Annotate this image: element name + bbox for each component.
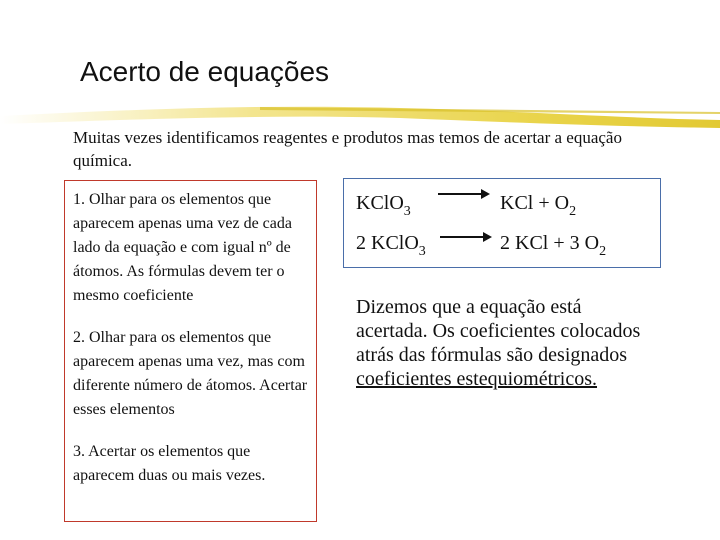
equation-1-products: KCl + $O_2$: [500, 192, 577, 219]
slide-title: Acerto de equações: [80, 56, 330, 87]
steps-box: [64, 180, 317, 522]
step-1: 1. Olhar para os elementos que aparecem apenas uma vez de cada lado da equação e com igual nº de átomos. As fórmulas devem ter o mesmo coeficiente: [73, 191, 292, 304]
conclusion-term: coeficientes estequiométricos.: [356, 368, 598, 390]
conclusion-paragraph: [356, 295, 656, 391]
equation-1-reactant: KClO$_3$: [356, 192, 411, 219]
intro-text: Muitas vezes identificamos reagentes e produtos mas temos de acertar a equação química.: [73, 128, 622, 170]
reaction-arrow-1: [438, 193, 488, 195]
reaction-arrow-2: [440, 236, 490, 238]
conclusion-text: Dizemos que a equação está acertada. Os coeficientes colocados atrás das fórmulas são designados: [356, 296, 641, 366]
equation-2-products: 2 KCl + 3 $O_2$: [500, 232, 607, 259]
step-2: 2. Olhar para os elementos que aparecem apenas uma vez, mas com diferente número de átomos. Acertar esses elementos: [73, 329, 308, 418]
step-3: 3. Acertar os elementos que aparecem duas ou mais vezes.: [73, 443, 266, 484]
title-underline-decoration: [0, 98, 720, 128]
equation-2-reactant: 2 KClO$_3$: [356, 232, 426, 259]
